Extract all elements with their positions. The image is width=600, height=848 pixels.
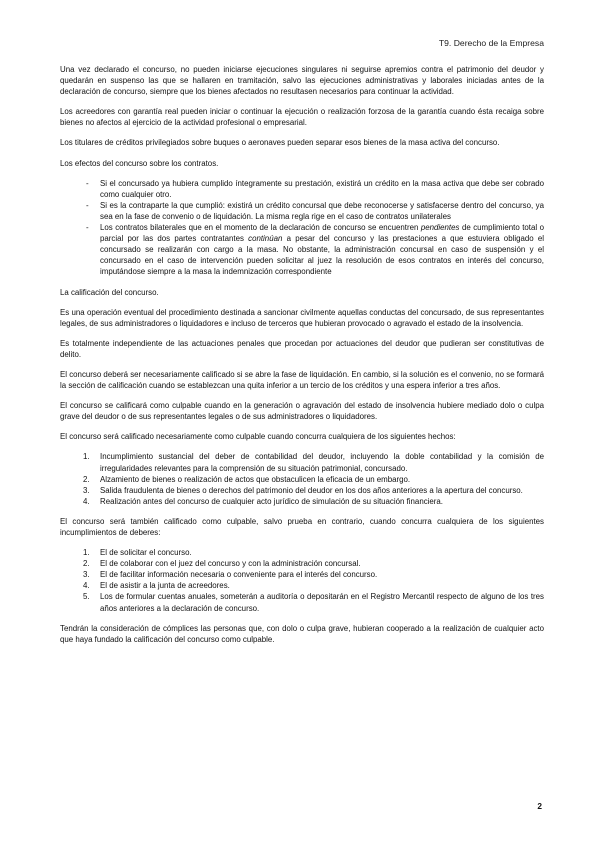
list-item-text: Salida fraudulenta de bienes o derechos del patrimonio del deudor en los dos años anteriores a la apertura del concurso. [100, 485, 523, 495]
list-item [83, 496, 544, 507]
emphasis-text: pendientes [420, 223, 460, 233]
paragraph: Una vez declarado el concurso, no pueden iniciarse ejecuciones singulares ni seguirse apremios contra el patrimonio del deudor y quedarán en suspenso las que se hallaren en tramitación, salvo las ejecuciones administrativas y laborales iniciadas antes de la declaración de concurso, siempre que los bienes afectados no resultasen necesarios para continuar la actividad. [60, 65, 544, 97]
paragraph: El concurso deberá ser necesariamente calificado si se abre la fase de liquidación. En cambio, si la solución es el convenio, no se formará la sección de calificación cuando se establezcan una quita inferior a un tercio de los créditos y una espera inferior a tres años. [60, 369, 544, 391]
list-item [83, 547, 544, 558]
list-item-text: Alzamiento de bienes o realización de actos que obstaculicen la eficacia de un embargo. [100, 474, 411, 484]
list-item-text: Realización antes del concurso de cualquier acto jurídico de simulación de su situación financiera. [100, 496, 444, 506]
list-item-text: de cumplimiento total o parcial por las dos partes contratantes [100, 223, 544, 244]
list-item: - Si el concursado ya hubiera cumplido íntegramente su prestación, existirá un crédito en la masa activa que debe ser cobrado como cualquier otro. [100, 178, 544, 200]
paragraph: El concurso se calificará como culpable cuando en la generación o agravación del estado de insolvencia hubiere mediado dolo o culpa grave del deudor o de sus representantes legales o de sus administradores o liquidadores. [60, 401, 544, 422]
list-item-text: Los de formular cuentas anuales, someterán a auditoría o depositarán en el Registro Mercantil respecto de alguno de los tres años anteriores a la declaración de concurso. [100, 592, 544, 613]
list-item-text: El de colaborar con el juez del concurso y con la administración concursal. [100, 559, 361, 569]
paragraph: El concurso será calificado necesariamente como culpable cuando concurra cualquiera de los siguientes hechos: [60, 432, 456, 442]
duties-list [60, 547, 544, 614]
paragraph: Tendrán la consideración de cómplices las personas que, con dolo o culpa grave, hubieran cooperado a la realización de cualquier acto que haya fundado la calificación del concurso como culpable. [60, 623, 544, 644]
list-item-text: a pesar del concurso y las prestaciones a que estuviera obligado el concursado se realizarán con cargo a la masa. No obstante, la administración concursal en caso de suspensión y el concursado en el caso de intervención pueden solicitar al juez la resolución de esos contratos en interés del concurso, imputándose siempre a la masa la indemnización correspondiente [100, 234, 544, 277]
list-item-text: El de solicitar el concurso. [100, 548, 192, 558]
list-number: 5. [83, 592, 90, 602]
list-item-text: Los contratos bilaterales que en el momento de la declaración de concurso se encuentren [100, 223, 421, 233]
list-item [83, 558, 544, 569]
paragraph: Es una operación eventual del procedimiento destinada a sancionar civilmente aquellas conductas del concursado, de sus representantes legales, de sus administradores o liquidadores e incluso de terceros que hubieran provocado o agravado el estado de la insolvencia. [60, 307, 544, 328]
list-item: - Si es la contraparte la que cumplió: existirá un crédito concursal que debe reconocerse y satisfacerse dentro del concurso, ya sea en la fase de convenio o de liquidación. La misma regla rige en el caso de contratos unilaterales [100, 200, 544, 222]
contracts-list [60, 178, 544, 278]
contracts-subheading: Los efectos del concurso sobre los contratos. [60, 158, 219, 168]
list-item [100, 222, 544, 277]
paragraph: Los titulares de créditos privilegiados sobre buques o aeronaves pueden separar esos bienes de la masa activa del concurso. [60, 138, 500, 148]
list-item-text: El de asistir a la junta de acreedores. [100, 581, 230, 591]
list-item-text: Incumplimiento sustancial del deber de contabilidad del deudor, incluyendo la doble contabilidad y la comisión de irregularidades relevantes para la comprensión de su situación patrimonial, concursado. [100, 452, 544, 473]
list-number: 4. [83, 496, 90, 506]
list-number: 1. [83, 452, 90, 462]
section-heading: La calificación del concurso. [60, 287, 159, 297]
list-number: 1. [83, 548, 90, 558]
list-number: 2. [83, 559, 90, 569]
page-number: 2 [537, 801, 542, 811]
emphasis-text: continúan [248, 234, 283, 244]
list-item-text: El de facilitar información necesaria o conveniente para el interés del concurso. [100, 570, 378, 580]
list-number: 3. [83, 485, 90, 495]
paragraph: Es totalmente independiente de las actuaciones penales que procedan por actuaciones del deudor que pudieran ser constitutivas de delito. [60, 338, 544, 359]
paragraph: Los acreedores con garantía real pueden iniciar o continuar la ejecución o realización forzosa de la garantía cuando ésta recaiga sobre bienes no afectos al ejercicio de la actividad profesional o empresarial. [60, 107, 544, 128]
list-number: 3. [83, 570, 90, 580]
list-item [83, 474, 544, 485]
list-item [83, 451, 544, 473]
list-item [83, 580, 544, 591]
list-item [83, 485, 544, 496]
list-number: 4. [83, 581, 90, 591]
page-header: T9. Derecho de la Empresa [438, 38, 544, 48]
list-number: 2. [83, 474, 90, 484]
paragraph: El concurso será también calificado como culpable, salvo prueba en contrario, cuando concurra cualquiera de los siguientes incumplimientos de deberes: [60, 516, 544, 537]
culpable-facts-list [60, 451, 544, 506]
document-body [60, 64, 544, 654]
list-item [83, 569, 544, 580]
list-item [83, 591, 544, 613]
